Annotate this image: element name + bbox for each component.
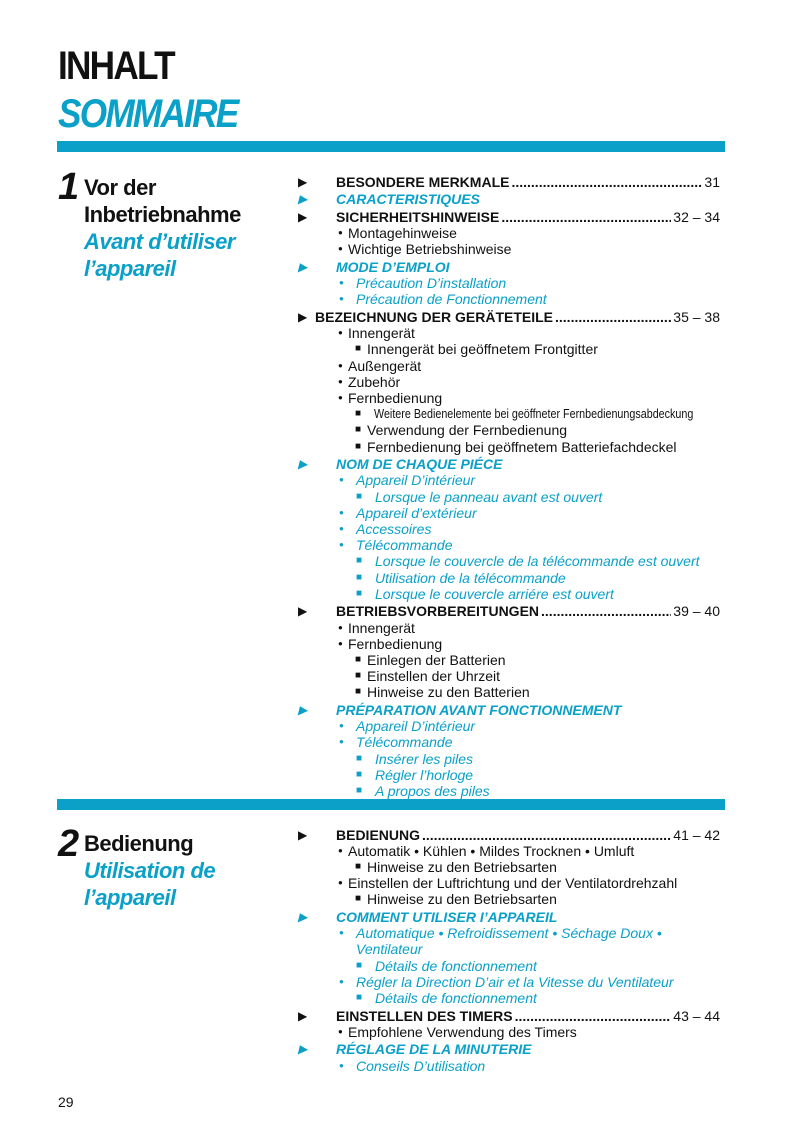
- toc-entry: [336, 702, 720, 718]
- arrow-right-icon: ▶: [298, 909, 308, 924]
- toc-item[interactable]: [296, 620, 726, 636]
- square-bullet-icon: ■: [356, 784, 363, 796]
- arrow-right-icon: ▶: [298, 827, 308, 842]
- bullet-icon: ●: [339, 1060, 344, 1070]
- toc-item[interactable]: [296, 472, 726, 488]
- bullet-icon: ●: [338, 328, 343, 338]
- toc-label: Innengerät: [348, 325, 415, 342]
- section-divider-1: [57, 141, 725, 152]
- toc-label: A propos des piles: [375, 782, 490, 799]
- toc-item[interactable]: [296, 553, 726, 569]
- section-number: 2: [58, 823, 78, 865]
- toc-item[interactable]: [296, 505, 726, 521]
- toc-label: BESONDERE MERKMALE: [336, 173, 510, 190]
- toc-label: Détails de fonctionnement: [375, 957, 537, 974]
- page-reference: 43 – 44: [673, 1007, 720, 1024]
- toc-entry: [315, 309, 720, 325]
- toc-item[interactable]: [296, 586, 726, 602]
- section-title-french: l’appareil: [84, 256, 176, 281]
- toc-heading[interactable]: [296, 309, 726, 325]
- toc-item[interactable]: [296, 958, 726, 974]
- arrow-right-icon: ▶: [298, 310, 308, 324]
- table-of-contents: [296, 172, 726, 799]
- toc-label: BEDIENUNG: [336, 826, 421, 843]
- bullet-icon: ●: [338, 228, 343, 238]
- toc-heading[interactable]: [296, 603, 726, 619]
- section-title-german: Bedienung: [84, 831, 194, 856]
- toc-entry: [336, 827, 720, 843]
- square-bullet-icon: ■: [355, 440, 362, 452]
- toc-entry: [336, 191, 720, 207]
- arrow-right-icon: ▶: [298, 209, 308, 224]
- toc-item[interactable]: [296, 941, 726, 957]
- toc-item[interactable]: [296, 406, 726, 422]
- square-bullet-icon: ■: [355, 424, 362, 436]
- square-bullet-icon: ■: [356, 490, 363, 502]
- toc-label: Fernbedienung: [348, 389, 443, 406]
- toc-label: MODE D’EMPLOI: [336, 258, 450, 275]
- toc-label: Fernbedienung bei geöffnetem Batteriefachdeckel: [367, 438, 677, 455]
- toc-label: RÉGLAGE DE LA MINUTERIE: [336, 1041, 532, 1058]
- bullet-icon: ●: [338, 360, 343, 370]
- bullet-icon: ●: [339, 976, 344, 986]
- section-title-french: Utilisation de: [84, 858, 216, 883]
- toc-label: Automatique • Refroidissement • Séchage Doux •: [356, 925, 662, 942]
- toc-label: Montagehinweise: [348, 225, 457, 242]
- toc-heading[interactable]: [296, 702, 726, 718]
- bullet-icon: ●: [339, 928, 344, 938]
- toc-item[interactable]: [296, 751, 726, 767]
- toc-label: Automatik • Kühlen • Mildes Trocknen • Umluft: [348, 842, 635, 859]
- page-reference: 31: [704, 173, 720, 190]
- page-reference: 39 – 40: [673, 603, 720, 620]
- page-reference: 32 – 34: [673, 208, 720, 225]
- toc-heading[interactable]: [296, 827, 726, 843]
- square-bullet-icon: ■: [356, 571, 363, 583]
- toc-item[interactable]: [296, 341, 726, 357]
- toc-item[interactable]: [296, 521, 726, 537]
- toc-item[interactable]: [296, 1058, 726, 1074]
- bullet-icon: ●: [339, 540, 344, 550]
- page-number: 29: [58, 1094, 74, 1110]
- section-title-german: Inbetriebnahme: [84, 202, 241, 227]
- toc-label: NOM DE CHAQUE PIÉCE: [336, 456, 503, 473]
- toc-item[interactable]: [296, 734, 726, 750]
- toc-label: Précaution D’installation: [356, 275, 507, 292]
- toc-item[interactable]: [296, 891, 726, 907]
- section-number: 1: [58, 166, 78, 208]
- table-of-contents: [296, 825, 726, 1074]
- toc-item[interactable]: [296, 990, 726, 1006]
- toc-item[interactable]: [296, 374, 726, 390]
- toc-label: Accessoires: [356, 520, 432, 537]
- toc-label: Hinweise zu den Batterien: [367, 684, 530, 701]
- toc-label: Appareil D’intérieur: [356, 472, 476, 489]
- bullet-icon: ●: [338, 878, 343, 888]
- toc-item[interactable]: [296, 358, 726, 374]
- square-bullet-icon: ■: [355, 653, 362, 665]
- toc-label: Appareil D’intérieur: [356, 718, 476, 735]
- section-title-french: l’appareil: [84, 885, 176, 910]
- toc-label: BETRIEBSVORBEREITUNGEN: [336, 603, 540, 620]
- bullet-icon: ●: [339, 278, 344, 288]
- arrow-right-icon: ▶: [298, 259, 308, 274]
- toc-item[interactable]: [296, 974, 726, 990]
- square-bullet-icon: ■: [355, 670, 362, 682]
- toc-label: Innengerät: [348, 619, 415, 636]
- leader-dots: [501, 209, 671, 225]
- square-bullet-icon: ■: [356, 768, 363, 780]
- toc-label: Einstellen der Uhrzeit: [367, 668, 501, 685]
- bullet-icon: ●: [339, 507, 344, 517]
- toc-item[interactable]: [296, 537, 726, 553]
- toc-item[interactable]: [296, 843, 726, 859]
- arrow-right-icon: ▶: [298, 457, 308, 472]
- toc-item[interactable]: [296, 291, 726, 307]
- toc-entry: [336, 259, 720, 275]
- square-bullet-icon: ■: [356, 991, 363, 1003]
- page-reference: 41 – 42: [673, 826, 720, 843]
- toc-label: Wichtige Betriebshinweise: [348, 241, 512, 258]
- bullet-icon: ●: [338, 244, 343, 254]
- bullet-icon: ●: [339, 294, 344, 304]
- square-bullet-icon: ■: [356, 752, 363, 764]
- toc-item[interactable]: [296, 1024, 726, 1040]
- toc-label: Zubehör: [348, 373, 401, 390]
- section-title: [84, 174, 241, 282]
- leader-dots: [555, 309, 671, 325]
- toc-item[interactable]: [296, 275, 726, 291]
- toc-item[interactable]: [296, 767, 726, 783]
- arrow-right-icon: ▶: [298, 192, 308, 207]
- toc-heading[interactable]: [296, 909, 726, 925]
- bullet-icon: ●: [339, 475, 344, 485]
- leader-dots: [541, 603, 671, 619]
- square-bullet-icon: ■: [355, 343, 362, 355]
- arrow-right-icon: ▶: [298, 174, 308, 189]
- toc-label: Innengerät bei geöffnetem Frontgitter: [367, 341, 598, 358]
- toc-label: Empfohlene Verwendung des Timers: [348, 1023, 577, 1040]
- toc-item[interactable]: [296, 241, 726, 257]
- toc-item[interactable]: [296, 875, 726, 891]
- toc-item[interactable]: [296, 684, 726, 700]
- toc-item[interactable]: [296, 925, 726, 941]
- toc-item[interactable]: [296, 652, 726, 668]
- toc-label: COMMENT UTILISER I’APPAREIL: [336, 908, 558, 925]
- toc-label: Einlegen der Batterien: [367, 651, 506, 668]
- bullet-icon: ●: [338, 376, 343, 386]
- toc-label: BEZEICHNUNG DER GERÄTETEILE: [315, 309, 554, 325]
- toc-item[interactable]: [296, 668, 726, 684]
- leader-dots: [422, 827, 671, 843]
- toc-label: Hinweise zu den Betriebsarten: [367, 858, 557, 875]
- toc-label: Einstellen der Luftrichtung und der Ventilatordrehzahl: [348, 875, 678, 892]
- bullet-icon: ●: [338, 845, 343, 855]
- toc-heading[interactable]: [296, 259, 726, 275]
- toc-label: Télécommande: [356, 537, 453, 554]
- toc-label: Hinweise zu den Betriebsarten: [367, 891, 557, 908]
- toc-item[interactable]: [296, 718, 726, 734]
- square-bullet-icon: ■: [356, 555, 363, 567]
- toc-label: Appareil d’extérieur: [356, 504, 477, 521]
- arrow-right-icon: ▶: [298, 1008, 308, 1023]
- toc-label: Conseils D’utilisation: [356, 1057, 486, 1074]
- toc-label: Télécommande: [356, 734, 453, 751]
- toc-label: Détails de fonctionnement: [375, 989, 537, 1006]
- bullet-icon: ●: [338, 392, 343, 402]
- toc-heading[interactable]: [296, 456, 726, 472]
- toc-label: Régler la Direction D’air et la Vitesse du Ventilateur: [356, 973, 674, 990]
- toc-entry: [336, 909, 720, 925]
- toc-label: Régler l’horloge: [375, 766, 474, 783]
- arrow-right-icon: ▶: [298, 604, 308, 619]
- toc-item[interactable]: [296, 390, 726, 406]
- toc-item[interactable]: [296, 489, 726, 505]
- toc-label: Fernbedienung: [348, 635, 443, 652]
- section-title: [84, 830, 215, 911]
- toc-label: Verwendung der Fernbedienung: [367, 422, 568, 439]
- toc-label: Außengerät: [348, 357, 422, 374]
- toc-label: Utilisation de la télécommande: [375, 569, 566, 586]
- leader-dots: [511, 174, 702, 190]
- page-reference: 35 – 38: [673, 309, 720, 325]
- leader-dots: [515, 1008, 672, 1024]
- toc-entry: [336, 603, 720, 619]
- bullet-icon: ●: [338, 1026, 343, 1036]
- toc-label: Weitere Bedienelemente bei geöffneter Fernbedienungsabdeckung: [374, 407, 694, 422]
- toc-label: Lorsque le couvercle de la télécommande est ouvert: [375, 553, 700, 570]
- toc-label: PRÉPARATION AVANT FONCTIONNEMENT: [336, 702, 622, 718]
- bullet-icon: ●: [339, 523, 344, 533]
- toc-label: Insérer les piles: [375, 750, 474, 767]
- square-bullet-icon: ■: [355, 686, 362, 698]
- toc-item[interactable]: [296, 570, 726, 586]
- toc-entry: [336, 174, 720, 190]
- toc-item[interactable]: [296, 225, 726, 241]
- toc-label: Précaution de Fonctionnement: [356, 291, 547, 308]
- toc-item[interactable]: [296, 439, 726, 455]
- arrow-right-icon: ▶: [298, 703, 308, 717]
- toc-label: SICHERHEITSHINWEISE: [336, 208, 500, 225]
- bullet-icon: ●: [338, 638, 343, 648]
- square-bullet-icon: ■: [355, 893, 362, 905]
- toc-label: Lorsque le couvercle arriére est ouvert: [375, 585, 614, 602]
- toc-item[interactable]: [296, 636, 726, 652]
- toc-label: Ventilateur: [356, 941, 423, 958]
- section-title-french: Avant d’utiliser: [84, 229, 235, 254]
- arrow-right-icon: ▶: [298, 1042, 308, 1057]
- toc-item[interactable]: [296, 422, 726, 438]
- bullet-icon: ●: [339, 737, 344, 747]
- square-bullet-icon: ■: [356, 959, 363, 971]
- toc-item[interactable]: [296, 783, 726, 799]
- toc-heading[interactable]: [296, 209, 726, 225]
- toc-entry: [336, 456, 720, 472]
- section-title-german: Vor der: [84, 175, 156, 200]
- toc-label: CARACTERISTIQUES: [336, 191, 480, 208]
- title-german: INHALT: [58, 44, 174, 88]
- bullet-icon: ●: [338, 622, 343, 632]
- toc-item[interactable]: [296, 325, 726, 341]
- bullet-icon: ●: [339, 721, 344, 731]
- title-french: SOMMAIRE: [58, 92, 238, 136]
- toc-label: Lorsque le panneau avant est ouvert: [375, 488, 603, 505]
- toc-entry: [336, 1041, 720, 1057]
- toc-label: EINSTELLEN DES TIMERS: [336, 1007, 513, 1024]
- square-bullet-icon: ■: [355, 860, 362, 872]
- square-bullet-icon: ■: [355, 408, 362, 420]
- toc-item[interactable]: [296, 859, 726, 875]
- toc-heading[interactable]: [296, 1041, 726, 1057]
- toc-heading[interactable]: [296, 174, 726, 190]
- section-divider-2: [57, 799, 725, 810]
- toc-heading[interactable]: [296, 1008, 726, 1024]
- toc-entry: [336, 1008, 720, 1024]
- toc-heading[interactable]: [296, 191, 726, 207]
- square-bullet-icon: ■: [356, 587, 363, 599]
- toc-entry: [336, 209, 720, 225]
